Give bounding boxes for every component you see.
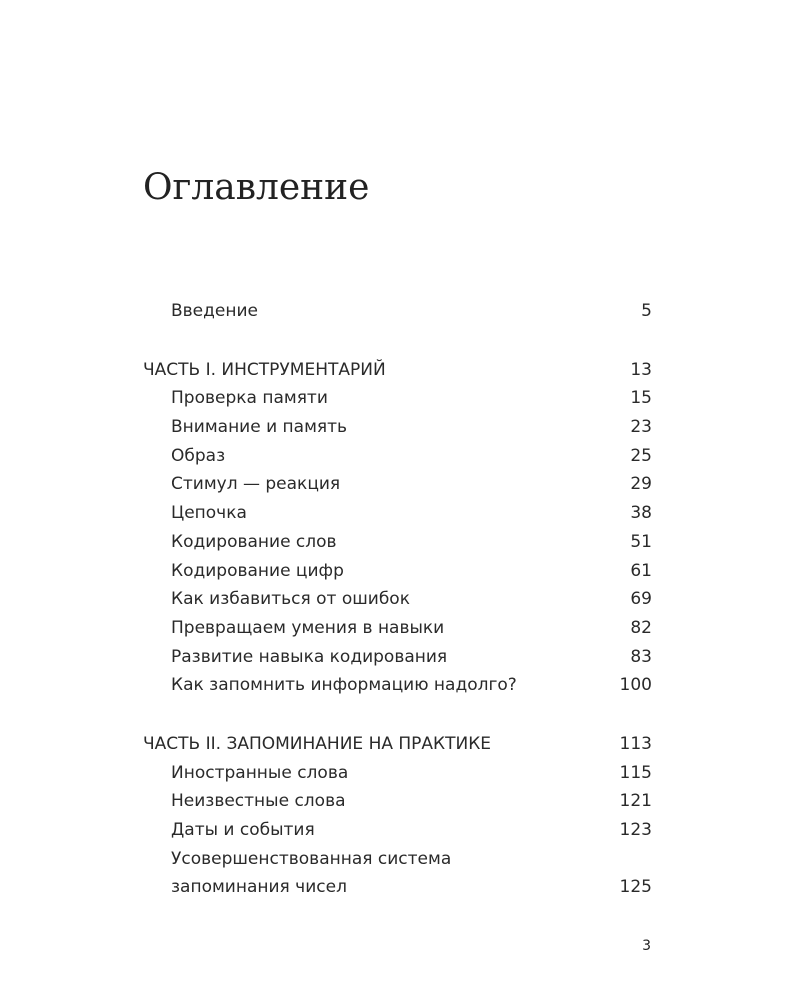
table-of-contents [143, 297, 652, 902]
toc-entry-title: Проверка памяти [171, 388, 328, 409]
toc-entry-page: 69 [630, 589, 652, 610]
toc-entry-page: 82 [630, 617, 652, 638]
toc-entry-page: 100 [619, 675, 652, 696]
toc-entry[interactable] [143, 413, 652, 442]
toc-entry-page: 121 [619, 791, 652, 812]
toc-entry-title: Стимул — реакция [171, 474, 341, 495]
toc-entry[interactable] [143, 816, 652, 845]
toc-entry-title: Усовершенствованная система [171, 848, 452, 869]
page-title: Оглавление [143, 167, 370, 208]
toc-entry[interactable] [143, 585, 652, 614]
toc-part-page: 113 [619, 733, 652, 754]
toc-part-2[interactable] [143, 730, 652, 759]
toc-entry[interactable] [143, 873, 652, 902]
toc-entry[interactable] [143, 845, 652, 874]
toc-entry-title: Иностранные слова [171, 762, 349, 783]
toc-entry-page: 123 [619, 820, 652, 840]
toc-entry[interactable] [143, 759, 652, 788]
toc-entry[interactable] [143, 470, 652, 499]
toc-entry-title: Как избавиться от ошибок [171, 589, 410, 610]
toc-entry-page: 25 [630, 445, 652, 466]
toc-entry-page: 38 [630, 503, 652, 524]
toc-entry-title: Превращаем умения в навыки [171, 617, 445, 638]
toc-entry-page: 51 [630, 531, 652, 552]
toc-entry[interactable] [143, 442, 652, 471]
toc-part-title: ЧАСТЬ I. ИНСТРУМЕНТАРИЙ [143, 359, 386, 380]
toc-entry-title: Развитие навыка кодирования [171, 646, 448, 667]
toc-entry-title: Цепочка [171, 503, 247, 524]
toc-entry[interactable] [143, 671, 652, 700]
toc-entry[interactable] [143, 643, 652, 672]
toc-entry-title: запоминания чисел [171, 877, 347, 898]
toc-entry-title: Введение [171, 301, 258, 321]
toc-entry[interactable] [143, 499, 652, 528]
toc-part-1[interactable] [143, 356, 652, 385]
toc-entry-page: 23 [630, 417, 652, 438]
toc-part-title: ЧАСТЬ II. ЗАПОМИНАНИЕ НА ПРАКТИКЕ [143, 733, 492, 754]
toc-entry-page: 61 [630, 560, 652, 581]
toc-entry-introduction[interactable] [143, 297, 652, 326]
toc-entry[interactable] [143, 384, 652, 413]
toc-entry-title: Даты и события [171, 820, 315, 840]
toc-entry-page: 29 [630, 474, 652, 495]
page-number: 3 [642, 938, 651, 954]
toc-part-page: 13 [630, 359, 652, 380]
toc-entry-title: Образ [171, 445, 226, 466]
toc-entry-page: 115 [619, 762, 652, 783]
toc-entry[interactable] [143, 557, 652, 586]
toc-entry[interactable] [143, 787, 652, 816]
section-spacer [143, 700, 652, 730]
toc-entry-page: 5 [641, 301, 652, 321]
toc-entry-page: 15 [630, 388, 652, 409]
toc-entry-title: Кодирование слов [171, 531, 337, 552]
toc-entry[interactable] [143, 614, 652, 643]
section-spacer [143, 326, 652, 356]
toc-entry-title: Внимание и память [171, 417, 348, 438]
toc-entry-title: Кодирование цифр [171, 560, 344, 581]
toc-entry-title: Как запомнить информацию надолго? [171, 675, 517, 696]
toc-entry-title: Неизвестные слова [171, 791, 346, 812]
toc-entry[interactable] [143, 528, 652, 557]
toc-entry-page: 125 [619, 877, 652, 898]
toc-entry-page: 83 [630, 646, 652, 667]
